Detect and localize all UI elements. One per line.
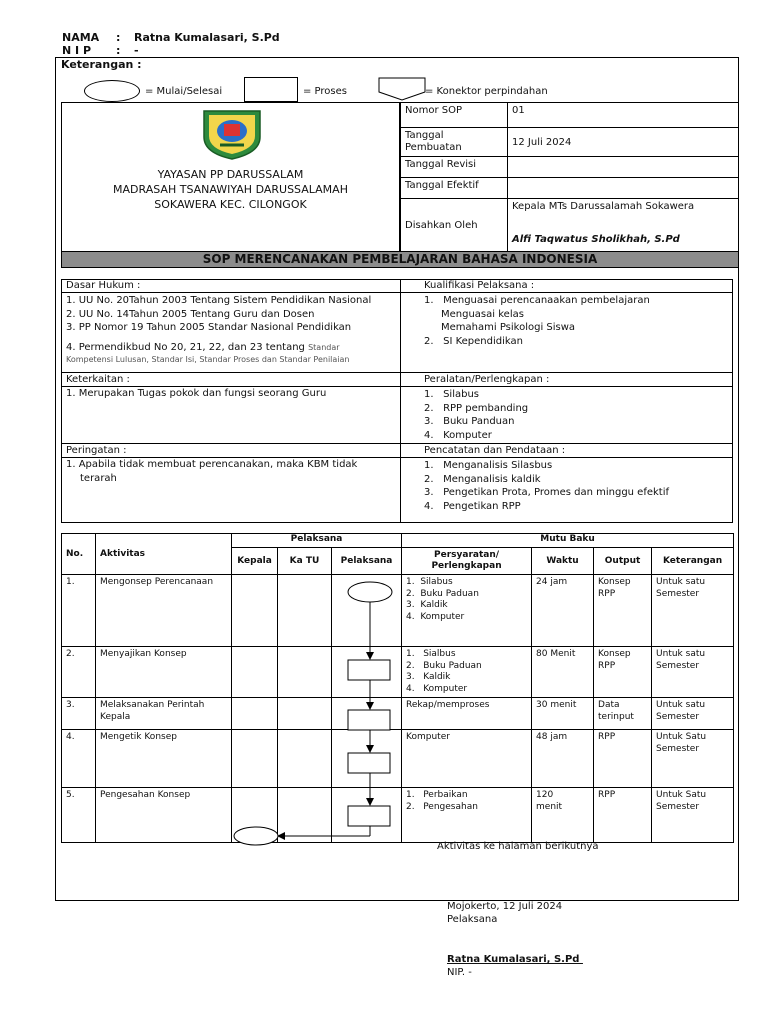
row-1-waktu: 24 jam <box>532 575 594 647</box>
header-aktivitas: Aktivitas <box>96 534 232 575</box>
row-3-no: 3. <box>62 698 96 730</box>
tanggal-efektif-value <box>508 178 739 199</box>
row-3-aktivitas: Melaksanakan Perintah Kepala <box>96 698 232 730</box>
row-2-output: Konsep RPP <box>594 647 652 698</box>
peringatan-item-line-2: terarah <box>80 473 117 484</box>
institution-line-2: MADRASAH TSANAWIYAH DARUSSALAMAH <box>113 183 348 196</box>
peringatan-item-line-1: 1. Apabila tidak membuat perencanakan, maka KBM tidak <box>66 459 358 470</box>
details-divider-h1 <box>61 292 733 293</box>
peralatan-list <box>424 388 528 442</box>
row-3-waktu: 30 menit <box>532 698 594 730</box>
disahkan-oleh-cell <box>508 199 739 253</box>
pencatatan-item: 2. Menganalisis kaldik <box>424 473 541 485</box>
signature-role: Pelaksana <box>447 914 498 925</box>
row-2-persyaratan: 1. Sialbus 2. Buku Paduan 3. Kaldik 4. Komputer <box>402 647 532 698</box>
pencatatan-item: 1. Menganalisis Silasbus <box>424 460 553 471</box>
header-no: No. <box>62 534 96 575</box>
row-2-aktivitas: Menyajikan Konsep <box>96 647 232 698</box>
details-divider-v <box>400 279 401 523</box>
row-1-no: 1. <box>62 575 96 647</box>
disahkan-jabatan: Kepala MTs Darussalamah Sokawera <box>512 201 695 212</box>
signature-name: Ratna Kumalasari, S.Pd <box>447 954 583 965</box>
kualifikasi-item-1: 1. Menguasai perencanaakan pembelajaran <box>424 295 650 306</box>
row-4-persyaratan: Komputer <box>402 730 532 788</box>
school-logo <box>200 107 264 161</box>
peringatan-title: Peringatan : <box>66 445 127 456</box>
flow-process-1 <box>348 660 390 680</box>
row-2-no: 2. <box>62 647 96 698</box>
row-1-output: Konsep RPP <box>594 575 652 647</box>
kualifikasi-item-2: 2. SI Kependidikan <box>424 335 523 347</box>
nomor-sop-label: Nomor SOP <box>401 103 508 128</box>
nama-label: NAMA <box>62 31 100 44</box>
signature-nip: NIP. - <box>447 967 472 978</box>
pencatatan-item: 4. Pengetikan RPP <box>424 500 521 512</box>
row-5-keterangan: Untuk Satu Semester <box>652 788 734 843</box>
dasar-hukum-item-4-small: Standar <box>308 343 340 352</box>
row-5-persyaratan: 1. Perbaikan 2. Pengesahan <box>402 788 532 843</box>
institution-line-1: YAYASAN PP DARUSSALAM <box>157 168 304 181</box>
tanggal-efektif-label: Tanggal Efektif <box>401 178 508 199</box>
header-persyaratan: Persyaratan/ Perlengkapan <box>402 548 532 575</box>
flow-start-oval <box>348 582 392 602</box>
flow-end-oval <box>234 827 278 845</box>
row-3-output: Data terinput <box>594 698 652 730</box>
row-2-waktu: 80 Menit <box>532 647 594 698</box>
row-4-no: 4. <box>62 730 96 788</box>
peralatan-item: 2. RPP pembanding <box>424 402 529 414</box>
peralatan-item: 1. Silabus <box>424 389 480 400</box>
row-3-persyaratan: Rekap/memproses <box>402 698 532 730</box>
nip-label: N I P <box>62 44 92 57</box>
kualifikasi-item-1-line-2: Menguasai kelas <box>441 308 524 320</box>
sop-title-bar: SOP MERENCANAKAN PEMBELAJARAN BAHASA INDONESIA <box>61 251 739 268</box>
tanggal-pembuatan-label: Tanggal Pembuatan <box>401 128 508 157</box>
dasar-hukum-item-4-cont: Kompetensi Lulusan, Standar Isi, Standar Proses dan Standar Penilaian <box>66 355 350 364</box>
row-1-keterangan: Untuk satu Semester <box>652 575 734 647</box>
header-katu: Ka TU <box>278 548 332 575</box>
kualifikasi-item-1-line-3: Memahami Psikologi Siswa <box>441 322 576 333</box>
header-waktu: Waktu <box>532 548 594 575</box>
dasar-hukum-title: Dasar Hukum : <box>66 280 141 291</box>
tanggal-pembuatan-value: 12 Juli 2024 <box>508 128 739 157</box>
keterkaitan-title: Keterkaitan : <box>66 374 130 385</box>
dasar-hukum-item-2: 2. UU No. 14Tahun 2005 Tentang Guru dan Dosen <box>66 308 315 320</box>
legend-title: Keterangan : <box>61 58 142 71</box>
nip-separator: : <box>116 44 121 57</box>
nip-value: - <box>134 44 139 57</box>
tanggal-revisi-value <box>508 157 739 178</box>
row-5-aktivitas: Pengesahan Konsep <box>96 788 232 843</box>
dasar-hukum-item-4 <box>66 342 340 353</box>
peralatan-item: 4. Komputer <box>424 429 492 441</box>
flow-process-2 <box>348 710 390 730</box>
signature-place-date: Mojokerto, 12 Juli 2024 <box>447 901 563 912</box>
header-output: Output <box>594 548 652 575</box>
details-divider-h5 <box>61 457 733 458</box>
nama-value: Ratna Kumalasari, S.Pd <box>134 31 280 44</box>
pencatatan-list <box>424 459 669 513</box>
legend-connector-label: = Konektor perpindahan <box>425 86 548 97</box>
details-divider-h4 <box>61 443 733 444</box>
dasar-hukum-list <box>66 294 371 335</box>
row-5-no: 5. <box>62 788 96 843</box>
details-divider-h2 <box>61 372 733 373</box>
row-4-aktivitas: Mengetik Konsep <box>96 730 232 788</box>
row-2-keterangan: Untuk satu Semester <box>652 647 734 698</box>
flowchart <box>220 570 420 850</box>
dasar-hukum-item-1: 1. UU No. 20Tahun 2003 Tentang Sistem Pendidikan Nasional <box>66 295 372 306</box>
row-4-waktu: 48 jam <box>532 730 594 788</box>
pencatatan-title: Pencatatan dan Pendataan : <box>424 445 566 456</box>
legend-connector-shape <box>378 77 426 101</box>
dasar-hukum-item-3: 3. PP Nomor 19 Tahun 2005 Standar Nasional Pendidikan <box>66 322 352 333</box>
peralatan-title: Peralatan/Perlengkapan : <box>424 374 550 385</box>
keterkaitan-item: 1. Merupakan Tugas pokok dan fungsi seorang Guru <box>66 388 327 399</box>
header-kepala: Kepala <box>232 548 278 575</box>
row-5-waktu: 120 menit <box>532 788 594 843</box>
header-mutu-baku: Mutu Baku <box>402 534 734 548</box>
tanggal-revisi-label: Tanggal Revisi <box>401 157 508 178</box>
institution-line-3: SOKAWERA KEC. CILONGOK <box>154 198 307 211</box>
row-1-aktivitas: Mengonsep Perencanaan <box>96 575 232 647</box>
flow-process-3 <box>348 753 390 773</box>
disahkan-nama: Alfi Taqwatus Sholikhah, S.Pd <box>512 234 680 245</box>
sop-info-table <box>400 102 739 253</box>
header-pelaksana: Pelaksana <box>332 548 402 575</box>
pencatatan-item: 3. Pengetikan Prota, Promes dan minggu efektif <box>424 487 670 498</box>
row-4-keterangan: Untuk Satu Semester <box>652 730 734 788</box>
legend-rect-label: = Proses <box>303 86 347 97</box>
details-divider-h3 <box>61 386 733 387</box>
header-keterangan: Keterangan <box>652 548 734 575</box>
next-page-note: Aktivitas ke halaman berikutnya <box>437 841 599 852</box>
row-4-output: RPP <box>594 730 652 788</box>
row-5-output: RPP <box>594 788 652 843</box>
disahkan-oleh-label: Disahkan Oleh <box>401 199 508 253</box>
legend-oval-label: = Mulai/Selesai <box>145 86 223 97</box>
row-1-persyaratan: 1. Silabus 2. Buku Paduan 3. Kaldik 4. Komputer <box>402 575 532 647</box>
kualifikasi-list <box>424 294 650 348</box>
dasar-hukum-item-4-main: 4. Permendikbud No 20, 21, 22, dan 23 tentang <box>66 342 309 353</box>
nomor-sop-value: 01 <box>508 103 739 128</box>
peralatan-item: 3. Buku Panduan <box>424 416 515 427</box>
flow-process-4 <box>348 806 390 826</box>
legend-rect-shape <box>244 77 298 102</box>
legend-oval-shape <box>84 80 140 102</box>
row-3-keterangan: Untuk satu Semester <box>652 698 734 730</box>
header-pelaksana-group: Pelaksana <box>232 534 402 548</box>
kualifikasi-title: Kualifikasi Pelaksana : <box>424 280 535 291</box>
nama-separator: : <box>116 31 121 44</box>
